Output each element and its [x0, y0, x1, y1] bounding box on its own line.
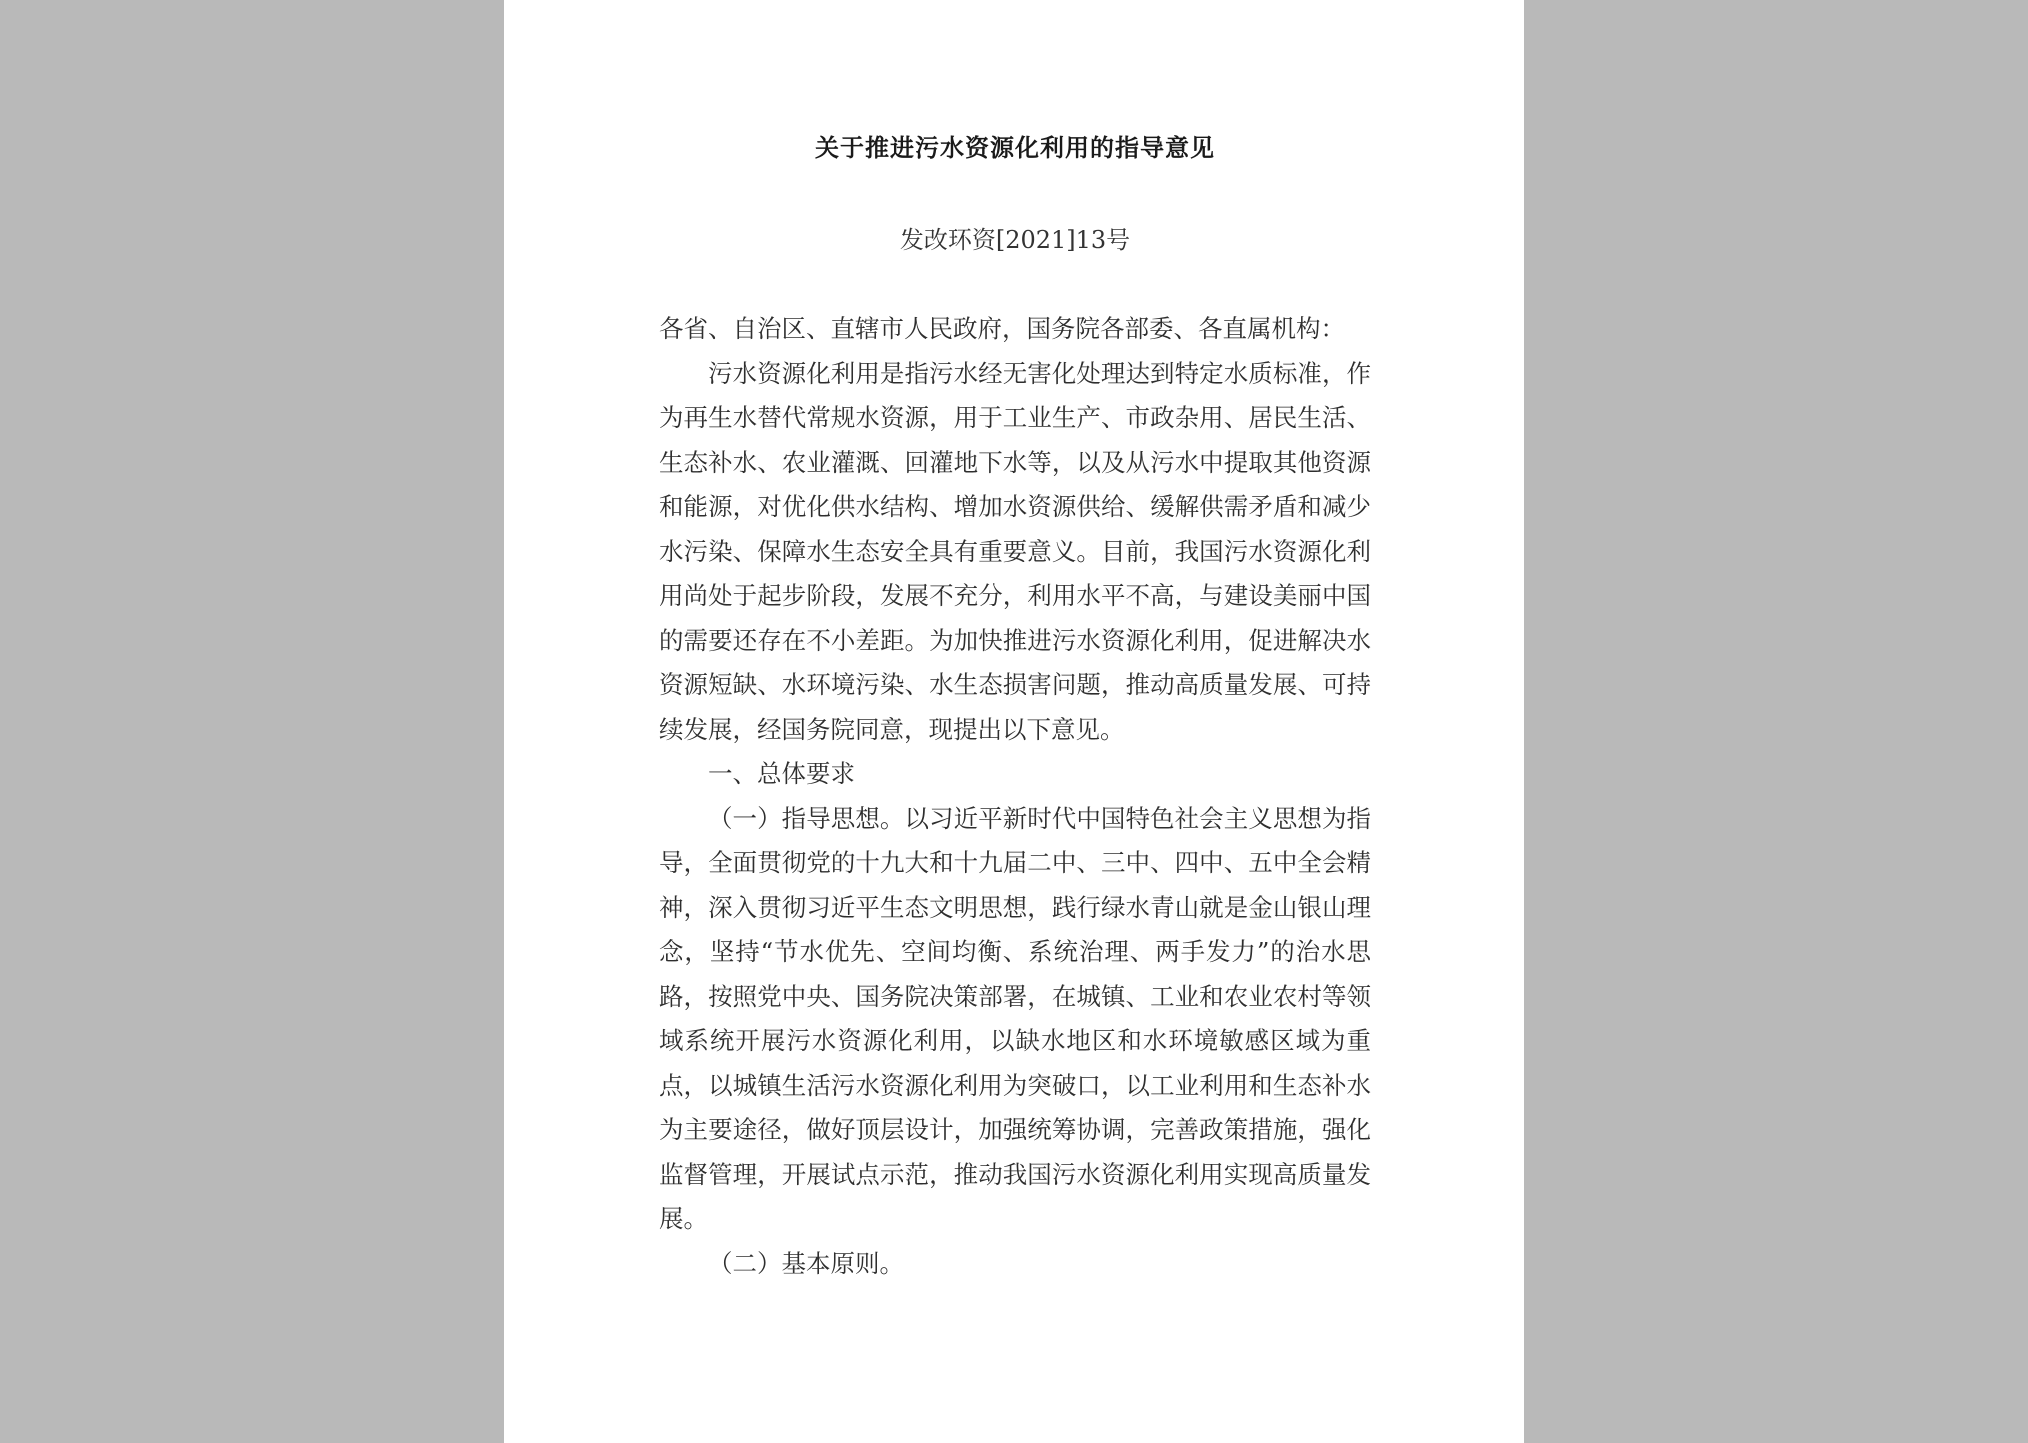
document-body	[659, 307, 1371, 1286]
intro-paragraph: 污水资源化利用是指污水经无害化处理达到特定水质标准，作为再生水替代常规水资源，用于工业生产、市政杂用、居民生活、生态补水、农业灌溉、回灌地下水等，以及从污水中提取其他资源和能源，对优化供水结构、增加水资源供给、缓解供需矛盾和减少水污染、保障水生态安全具有重要意义。目前，我国污水资源化利用尚处于起步阶段，发展不充分，利用水平不高，与建设美丽中国的需要还存在不小差距。为加快推进污水资源化利用，促进解决水资源短缺、水环境污染、水生态损害问题，推动高质量发展、可持续发展，经国务院同意，现提出以下意见。	[659, 358, 1371, 744]
basic-principles-heading: （二）基本原则。	[708, 1248, 904, 1278]
document-number: 发改环资[2021]13号	[899, 226, 1131, 254]
salutation: 各省、自治区、直辖市人民政府，国务院各部委、各直属机构：	[659, 314, 1345, 343]
section-heading: 一、总体要求	[708, 759, 855, 788]
document-title: 关于推进污水资源化利用的指导意见	[815, 133, 1215, 162]
guiding-ideology-paragraph: （一）指导思想。以习近平新时代中国特色社会主义思想为指导，全面贯彻党的十九大和十九届二中、三中、四中、五中全会精神，深入贯彻习近平生态文明思想，践行绿水青山就是金山银山理念，坚持“节水优先、空间均衡、系统治理、两手发力”的治水思路，按照党中央、国务院决策部署，在城镇、工业和农业农村等领域系统开展污水资源化利用，以缺水地区和水环境敏感区域为重点，以城镇生活污水资源化利用为突破口，以工业利用和生态补水为主要途径，做好顶层设计，加强统筹协调，完善政策措施，强化监督管理，开展试点示范，推动我国污水资源化利用实现高质量发展。	[659, 803, 1371, 1233]
document-page	[504, 0, 1524, 1443]
